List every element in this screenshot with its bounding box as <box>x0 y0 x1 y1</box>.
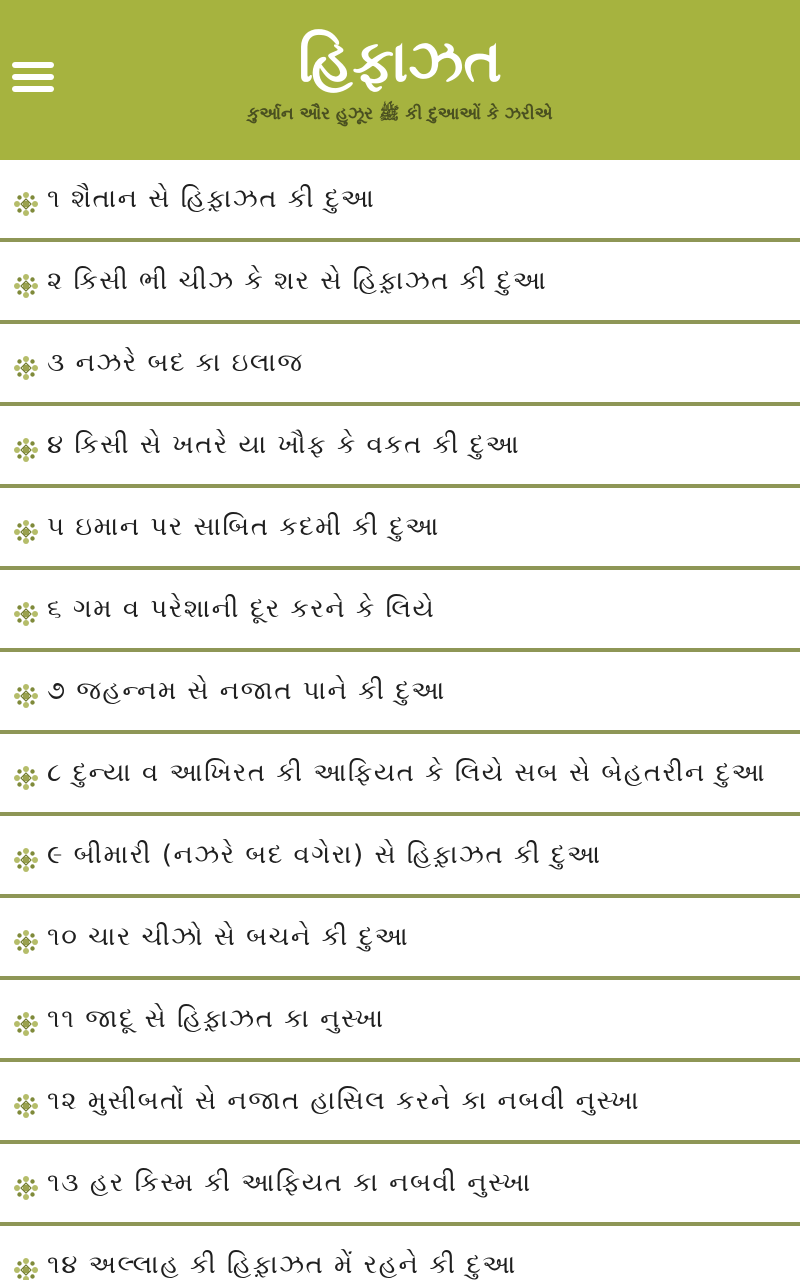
ornament-bullet-icon <box>13 1093 39 1119</box>
list-item-label: ૭ જહન્નમ સે નજાત પાને કી દુઆ <box>47 675 446 706</box>
list-item[interactable] <box>0 898 800 980</box>
ornament-bullet-icon <box>13 683 39 709</box>
ornament-bullet-icon <box>13 273 39 299</box>
list-item-label: ૧૩ હર કિસ્મ કી આફિયત કા નબવી નુસ્ખા <box>47 1167 532 1198</box>
list-item-label: ૨ કિસી ભી ચીઝ કે શર સે હિફ઼ાઝત કી દુઆ <box>47 265 548 296</box>
list-item[interactable] <box>0 488 800 570</box>
list-item-label: ૧૦ ચાર ચીઝો સે બચને કી દુઆ <box>47 921 410 952</box>
list-item[interactable] <box>0 406 800 488</box>
app-header <box>0 0 800 160</box>
ornament-bullet-icon <box>13 601 39 627</box>
list-item-label: ૧૪ અલ્લાહ કી હિફ઼ાઝત મેં રહને કી દુઆ <box>47 1249 517 1280</box>
list-item-label: ૩ નઝરે બદ કા ઇલાજ <box>47 347 304 378</box>
dua-list <box>0 160 800 1280</box>
list-item-label: ૧૨ મુસીબતોં સે નજાત હાસિલ કરને કા નબવી નુસ્ખા <box>47 1085 641 1116</box>
list-item-label: ૯ બીમારી (નઝરે બદ વગેરા) સે હિફ઼ાઝત કી દુઆ <box>47 839 602 870</box>
ornament-bullet-icon <box>13 519 39 545</box>
list-item-label: ૫ ઇમાન પર સાબિત કદમી કી દુઆ <box>47 511 440 542</box>
list-item[interactable] <box>0 980 800 1062</box>
list-item[interactable] <box>0 1062 800 1144</box>
list-item-label: ૧૧ જાદૂ સે હિફ઼ાઝત કા નુસ્ખા <box>47 1003 385 1034</box>
list-item[interactable] <box>0 160 800 242</box>
ornament-bullet-icon <box>13 847 39 873</box>
ornament-bullet-icon <box>13 191 39 217</box>
list-item[interactable] <box>0 1226 800 1280</box>
list-item[interactable] <box>0 816 800 898</box>
list-item[interactable] <box>0 1144 800 1226</box>
ornament-bullet-icon <box>13 929 39 955</box>
ornament-bullet-icon <box>13 1175 39 1201</box>
ornament-bullet-icon <box>13 1011 39 1037</box>
ornament-bullet-icon <box>13 1257 39 1280</box>
list-item-label: ૧ શૈતાન સે હિફ઼ાઝત કી દુઆ <box>47 183 376 214</box>
list-item[interactable] <box>0 652 800 734</box>
list-item[interactable] <box>0 324 800 406</box>
list-item-label: ૪ કિસી સે ખતરે યા ખૌફ કે વકત કી દુઆ <box>47 429 521 460</box>
list-item[interactable] <box>0 242 800 324</box>
list-item[interactable] <box>0 570 800 652</box>
list-item-label: ૬ ગમ વ પરેશાની દૂર કરને કે લિયે <box>47 593 436 624</box>
ornament-bullet-icon <box>13 355 39 381</box>
ornament-bullet-icon <box>13 765 39 791</box>
list-item[interactable] <box>0 734 800 816</box>
list-item-label: ૮ દુન્યા વ આખિરત કી આફિયત કે લિયે સબ સે બેહતરીન દુઆ <box>47 757 767 788</box>
app-title: હિફાઝત <box>298 27 502 95</box>
app-subtitle: કુર્આન ઔર હુઝૂર ﷺ કી દુઆઓં કે ઝરીએ <box>247 104 553 124</box>
ornament-bullet-icon <box>13 437 39 463</box>
